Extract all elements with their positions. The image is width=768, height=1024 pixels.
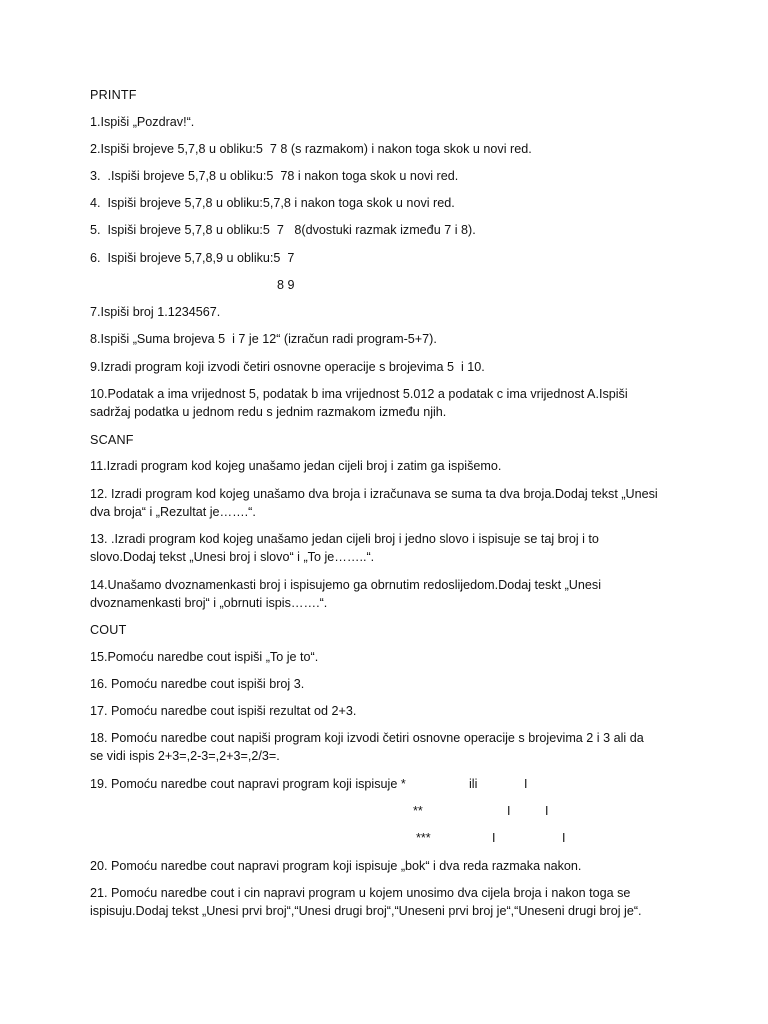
task-19-bar-2b: I xyxy=(545,804,549,818)
task-17: 17. Pomoću naredbe cout ispiši rezultat od 2+3. xyxy=(90,704,357,718)
task-2: 2.Ispiši brojeve 5,7,8 u obliku:5 7 8 (s razmakom) i nakon toga skok u novi red. xyxy=(90,142,532,156)
task-8: 8.Ispiši „Suma brojeva 5 i 7 je 12“ (izračun radi program-5+7). xyxy=(90,332,437,346)
heading-scanf: SCANF xyxy=(90,433,134,447)
task-7: 7.Ispiši broj 1.1234567. xyxy=(90,305,221,319)
heading-cout: COUT xyxy=(90,623,127,637)
task-4: 4. Ispiši brojeve 5,7,8 u obliku:5,7,8 i nakon toga skok u novi red. xyxy=(90,196,455,210)
task-19-bar-2a: I xyxy=(507,804,511,818)
task-19-bar-3b: I xyxy=(562,831,566,845)
task-14: 14.Unašamo dvoznamenkasti broj i ispisujemo ga obrnutim redoslijedom.Dodaj teskt „Unesi dvoznamenkasti broj“ i „obrnuti ispis…….“. xyxy=(90,578,601,610)
task-19-ili: ili xyxy=(469,777,478,791)
task-12: 12. Izradi program kod kojeg unašamo dva broja i izračunava se suma ta dva broja.Dodaj tekst „Unesi dva broja“ i „Rezultat je…….“. xyxy=(90,487,658,519)
task-18: 18. Pomoću naredbe cout napiši program koji izvodi četiri osnovne operacije s brojevima 2 i 3 ali da se vidi ispis 2+3=,2-3=,2+3=,2/3=. xyxy=(90,731,644,763)
task-11: 11.Izradi program kod kojeg unašamo jedan cijeli broj i zatim ga ispišemo. xyxy=(90,459,502,473)
task-6: 6. Ispiši brojeve 5,7,8,9 u obliku:5 7 xyxy=(90,251,295,265)
task-1: 1.Ispiši „Pozdrav!“. xyxy=(90,115,195,129)
task-6-second-line: 8 9 xyxy=(277,278,295,292)
task-15: 15.Pomoću naredbe cout ispiši „To je to“. xyxy=(90,650,319,664)
task-10: 10.Podatak a ima vrijednost 5, podatak b ima vrijednost 5.012 a podatak c ima vrijednost A.Ispiši sadržaj podatka u jednom redu s jednim razmakom između njih. xyxy=(90,387,628,419)
task-9: 9.Izradi program koji izvodi četiri osnovne operacije s brojevima 5 i 10. xyxy=(90,360,485,374)
task-20: 20. Pomoću naredbe cout napravi program koji ispisuje „bok“ i dva reda razmaka nakon. xyxy=(90,859,582,873)
heading-printf: PRINTF xyxy=(90,88,137,102)
task-3: 3. .Ispiši brojeve 5,7,8 u obliku:5 78 i nakon toga skok u novi red. xyxy=(90,169,459,183)
task-21: 21. Pomoću naredbe cout i cin napravi program u kojem unosimo dva cijela broja i nakon toga se ispisuju.Dodaj tekst „Unesi prvi broj“,“Unesi drugi broj“,“Uneseni prvi broj je“,“Uneseni drugi broj je“. xyxy=(90,886,642,918)
task-16: 16. Pomoću naredbe cout ispiši broj 3. xyxy=(90,677,305,691)
task-19-bar-3a: I xyxy=(492,831,496,845)
task-5: 5. Ispiši brojeve 5,7,8 u obliku:5 7 8(dvostuki razmak između 7 i 8). xyxy=(90,223,476,237)
task-13: 13. .Izradi program kod kojeg unašamo jedan cijeli broj i jedno slovo i ispisuje se taj broj i to slovo.Dodaj tekst „Unesi broj i slovo“ i „To je……..“. xyxy=(90,532,599,564)
task-19-stars-3: *** xyxy=(416,831,431,845)
task-19-stars-2: ** xyxy=(413,804,423,818)
task-19-bar-1: I xyxy=(524,777,528,791)
task-19: 19. Pomoću naredbe cout napravi program koji ispisuje * xyxy=(90,777,406,791)
